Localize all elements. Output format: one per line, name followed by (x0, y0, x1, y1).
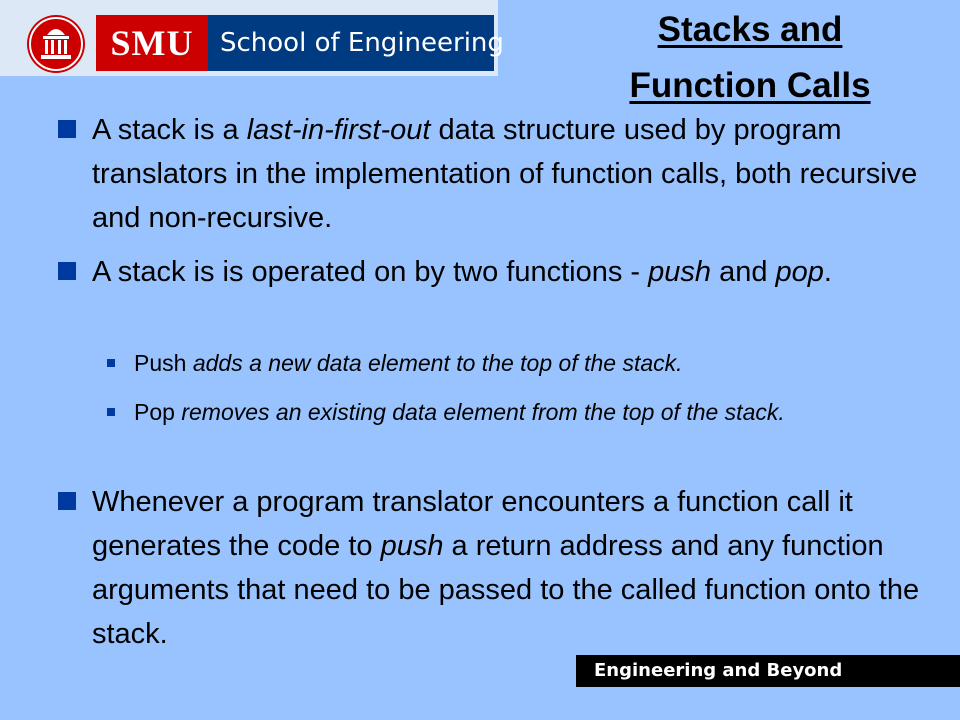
logo-school-name: School of Engineering (208, 15, 494, 71)
title-line-2: Function Calls (629, 66, 871, 105)
sub-bullet-pop: Pop removes an existing data element from the top of the stack. (134, 393, 954, 431)
title-line-1: Stacks and (657, 10, 843, 49)
square-bullet-icon (58, 262, 76, 280)
sub-bullet-push: Push adds a new data element to the top of the stack. (134, 344, 954, 382)
bullet-push-pop: A stack is is operated on by two functions - push and pop. (92, 250, 952, 294)
small-square-bullet-icon (107, 359, 115, 367)
footer-banner: Engineering and Beyond (576, 655, 960, 687)
logo-brand: SMU (96, 15, 208, 71)
bullet-lifo: A stack is a last-in-first-out data structure used by program translators in the implementation of function calls, both recursive and non-recursive. (92, 108, 952, 240)
slide-title (560, 2, 940, 114)
small-square-bullet-icon (107, 408, 115, 416)
bullet-function-call: Whenever a program translator encounters a function call it generates the code to push a return address and any function arguments that need to be passed to the called function onto the stack. (92, 480, 952, 656)
smu-logo (0, 0, 504, 76)
square-bullet-icon (58, 120, 76, 138)
square-bullet-icon (58, 492, 76, 510)
building-seal-icon (25, 13, 87, 75)
